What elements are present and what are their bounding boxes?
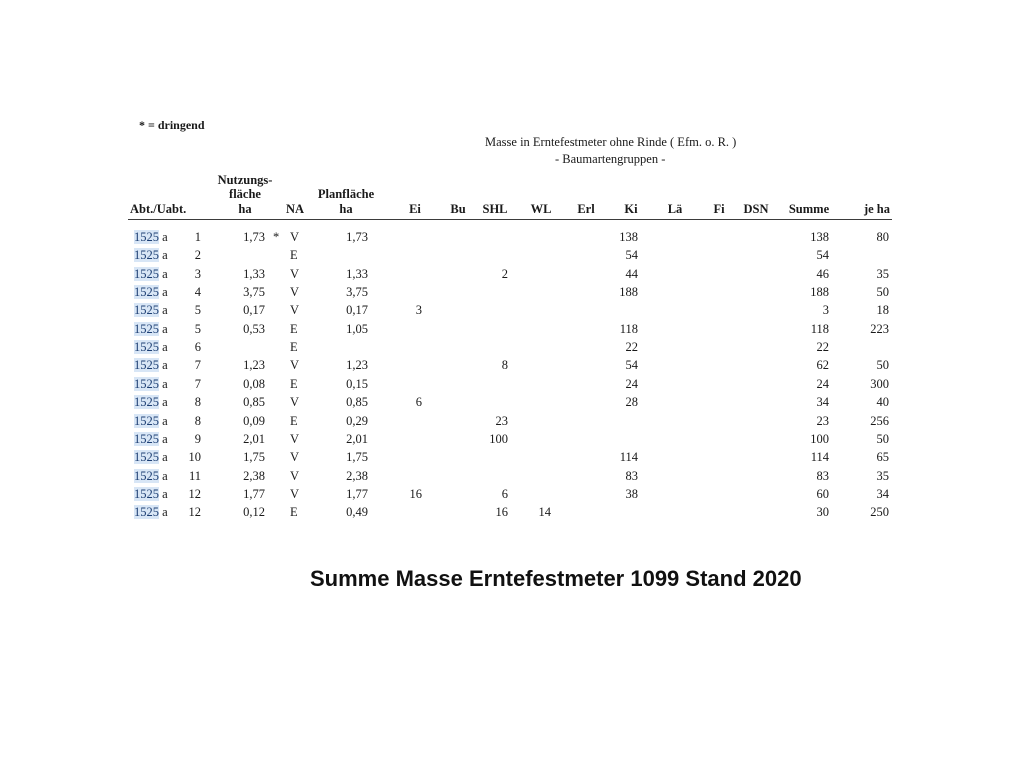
cell-abt: [134, 449, 168, 465]
table-row: [0, 486, 1024, 502]
cell-abt-sub: a: [162, 266, 168, 281]
table-row: [0, 339, 1024, 355]
cell-summe: 3: [822, 303, 829, 318]
cell-abt-sub: a: [162, 358, 168, 373]
legend-note: * = dringend: [139, 118, 205, 132]
cell-summe: 23: [816, 413, 829, 428]
cell-summe: 24: [816, 376, 829, 391]
cell-jeha: 35: [876, 468, 889, 483]
cell-abt-number: 1525: [134, 468, 159, 483]
cell-abt: [134, 302, 168, 318]
cell-abt-sub: a: [162, 248, 168, 263]
cell-nr: 8: [194, 395, 201, 410]
header-la: Lä: [667, 202, 683, 216]
cell-abt-number: 1525: [134, 505, 159, 520]
cell-plan: 1,73: [346, 230, 368, 244]
cell-jeha: 300: [870, 376, 889, 391]
header-nutz-line3: ha: [238, 202, 252, 216]
cell-nutz: 1,23: [243, 358, 265, 373]
cell-na: E: [290, 413, 298, 428]
cell-ei: 6: [415, 395, 422, 410]
table-row: [0, 357, 1024, 373]
cell-abt-number: 1525: [134, 321, 159, 336]
cell-shl: 8: [501, 358, 508, 373]
cell-abt-number: 1525: [134, 230, 159, 244]
table-row: [0, 284, 1024, 300]
cell-shl: 2: [501, 266, 508, 281]
cell-na: E: [290, 340, 298, 355]
cell-jeha: 256: [870, 413, 889, 428]
cell-plan: 1,33: [346, 266, 368, 281]
cell-nutz: 1,73: [243, 230, 265, 244]
cell-na: E: [290, 376, 298, 391]
header-plan-line1: Planfläche: [317, 187, 375, 201]
cell-jeha: 18: [876, 303, 889, 318]
cell-summe: 138: [810, 230, 829, 244]
cell-ki: 83: [625, 468, 638, 483]
cell-na: E: [290, 248, 298, 263]
cell-abt: [134, 339, 168, 355]
cell-abt-sub: a: [162, 468, 168, 483]
cell-nr: 5: [194, 303, 201, 318]
cell-nr: 3: [194, 266, 201, 281]
cell-nutz: 0,53: [243, 321, 265, 336]
cell-ki: 138: [619, 230, 638, 244]
cell-ki: 28: [625, 395, 638, 410]
cell-abt-number: 1525: [134, 248, 159, 263]
cell-summe: 34: [816, 395, 829, 410]
cell-plan: 2,01: [346, 431, 368, 446]
cell-abt-number: 1525: [134, 413, 159, 428]
cell-na: V: [290, 285, 300, 300]
cell-abt-sub: a: [162, 505, 168, 520]
cell-shl: 6: [501, 486, 508, 501]
header-wl: WL: [530, 202, 552, 216]
cell-nr: 12: [188, 505, 201, 520]
cell-ki: 44: [625, 266, 638, 281]
cell-na: V: [290, 303, 300, 318]
cell-na: V: [290, 266, 300, 281]
header-ei: Ei: [409, 202, 421, 216]
cell-abt: [134, 376, 168, 392]
cell-nutz: 1,33: [243, 266, 265, 281]
header-nutz-line2: fläche: [229, 187, 261, 201]
cell-ki: 54: [625, 248, 638, 263]
cell-abt: [134, 266, 168, 282]
cell-jeha: 34: [876, 486, 889, 501]
cell-jeha: 40: [876, 395, 889, 410]
cell-summe: 118: [810, 321, 829, 336]
table-row: [0, 229, 1024, 245]
table-row: [0, 302, 1024, 318]
cell-shl: 16: [495, 505, 508, 520]
cell-shl: 100: [489, 431, 508, 446]
cell-summe: 22: [816, 340, 829, 355]
cell-plan: 0,85: [346, 395, 368, 410]
cell-jeha: 65: [876, 450, 889, 465]
cell-na: V: [290, 486, 300, 501]
cell-jeha: 250: [870, 505, 889, 520]
cell-nr: 2: [194, 248, 201, 263]
mass-title: Masse in Erntefestmeter ohne Rinde ( Efm. o. R. ): [485, 135, 737, 149]
cell-jeha: 50: [876, 431, 889, 446]
table-row: [0, 321, 1024, 337]
table-row: [0, 468, 1024, 484]
cell-na: E: [290, 505, 298, 520]
table-row: [0, 449, 1024, 465]
cell-ei: 16: [409, 486, 422, 501]
cell-ki: 22: [625, 340, 638, 355]
cell-na: V: [290, 450, 300, 465]
cell-abt-sub: a: [162, 376, 168, 391]
cell-summe: 114: [810, 450, 829, 465]
cell-plan: 1,05: [346, 321, 368, 336]
cell-abt-number: 1525: [134, 376, 159, 391]
cell-ei: 3: [415, 303, 422, 318]
header-erl: Erl: [577, 202, 595, 216]
cell-nr: 6: [194, 340, 201, 355]
cell-abt-number: 1525: [134, 450, 159, 465]
header-abt: Abt./Uabt.: [130, 202, 187, 216]
cell-plan: 0,15: [346, 376, 368, 391]
cell-na: V: [290, 358, 300, 373]
cell-abt-sub: a: [162, 285, 168, 300]
cell-na: V: [290, 230, 300, 244]
cell-ki: 188: [619, 285, 638, 300]
header-rule: [128, 219, 892, 220]
cell-abt: [134, 486, 168, 502]
header-ki: Ki: [624, 202, 638, 216]
cell-nr: 5: [194, 321, 201, 336]
header-je-ha: je ha: [863, 202, 891, 216]
cell-ki: 24: [625, 376, 638, 391]
cell-nutz: 2,38: [243, 468, 265, 483]
cell-abt: [134, 431, 168, 447]
cell-summe: 188: [810, 285, 829, 300]
cell-abt-sub: a: [162, 303, 168, 318]
cell-jeha: 50: [876, 358, 889, 373]
header-dsn: DSN: [743, 202, 769, 216]
cell-abt-number: 1525: [134, 340, 159, 355]
cell-abt: [134, 504, 168, 520]
cell-abt-sub: a: [162, 413, 168, 428]
cell-abt-number: 1525: [134, 395, 159, 410]
cell-abt-sub: a: [162, 450, 168, 465]
table-row: [0, 394, 1024, 410]
cell-nutz: 1,77: [243, 486, 265, 501]
cell-summe: 30: [816, 505, 829, 520]
cell-na: V: [290, 468, 300, 483]
cell-na: V: [290, 431, 300, 446]
cell-summe: 100: [810, 431, 829, 446]
cell-nr: 7: [194, 358, 201, 373]
cell-nr: 9: [194, 431, 201, 446]
cell-nutz: 0,85: [243, 395, 265, 410]
table-row: [0, 431, 1024, 447]
cell-na: E: [290, 321, 298, 336]
cell-abt-sub: a: [162, 395, 168, 410]
cell-abt-sub: a: [162, 340, 168, 355]
cell-plan: 0,17: [346, 303, 368, 318]
cell-abt: [134, 247, 168, 263]
cell-abt-number: 1525: [134, 431, 159, 446]
cell-plan: 2,38: [346, 468, 368, 483]
table-row: [0, 247, 1024, 263]
cell-abt-number: 1525: [134, 266, 159, 281]
cell-abt-number: 1525: [134, 303, 159, 318]
cell-summe: 60: [816, 486, 829, 501]
cell-abt: [134, 357, 168, 373]
cell-summe: 54: [816, 248, 829, 263]
cell-plan: 1,77: [346, 486, 368, 501]
cell-ki: 114: [619, 450, 638, 465]
cell-nutz: 0,17: [243, 303, 265, 318]
cell-wl: 14: [538, 505, 551, 520]
cell-abt-sub: a: [162, 230, 168, 244]
cell-abt: [134, 229, 168, 245]
cell-jeha: 80: [876, 230, 889, 244]
cell-plan: 0,49: [346, 505, 368, 520]
cell-abt: [134, 468, 168, 484]
cell-abt-number: 1525: [134, 486, 159, 501]
header-nutz-line1: Nutzungs-: [217, 173, 273, 187]
cell-nr: 8: [194, 413, 201, 428]
cell-nr: 4: [194, 285, 201, 300]
cell-nutz: 0,08: [243, 376, 265, 391]
cell-ki: 38: [625, 486, 638, 501]
cell-plan: 1,75: [346, 450, 368, 465]
table-row: [0, 376, 1024, 392]
summary-text: Summe Masse Erntefestmeter 1099 Stand 2020: [310, 566, 802, 591]
cell-mark: *: [273, 230, 280, 244]
cell-plan: 3,75: [346, 285, 368, 300]
header-summe: Summe: [788, 202, 830, 216]
cell-nr: 12: [188, 486, 201, 501]
header-plan-line2: ha: [339, 202, 353, 216]
cell-abt: [134, 394, 168, 410]
cell-ki: 54: [625, 358, 638, 373]
cell-jeha: 223: [870, 321, 889, 336]
cell-abt-sub: a: [162, 431, 168, 446]
cell-plan: 1,23: [346, 358, 368, 373]
header-shl: SHL: [482, 202, 508, 216]
cell-nr: 11: [188, 468, 201, 483]
cell-nr: 7: [194, 376, 201, 391]
cell-nutz: 2,01: [243, 431, 265, 446]
table-row: [0, 504, 1024, 520]
header-na: NA: [285, 202, 305, 216]
cell-abt: [134, 284, 168, 300]
cell-summe: 62: [816, 358, 829, 373]
cell-nr: 1: [194, 230, 201, 244]
cell-jeha: 35: [876, 266, 889, 281]
header-bu: Bu: [450, 202, 466, 216]
table-row: [0, 266, 1024, 282]
cell-na: V: [290, 395, 300, 410]
cell-abt-number: 1525: [134, 285, 159, 300]
cell-abt: [134, 413, 168, 429]
cell-jeha: 50: [876, 285, 889, 300]
cell-nr: 10: [188, 450, 201, 465]
table-row: [0, 413, 1024, 429]
cell-shl: 23: [495, 413, 508, 428]
cell-nutz: 0,09: [243, 413, 265, 428]
header-fi: Fi: [713, 202, 725, 216]
cell-abt: [134, 321, 168, 337]
cell-abt-sub: a: [162, 486, 168, 501]
cell-abt-number: 1525: [134, 358, 159, 373]
cell-nutz: 3,75: [243, 285, 265, 300]
cell-summe: 83: [816, 468, 829, 483]
cell-summe: 46: [816, 266, 829, 281]
cell-ki: 118: [619, 321, 638, 336]
cell-plan: 0,29: [346, 413, 368, 428]
cell-abt-sub: a: [162, 321, 168, 336]
cell-nutz: 0,12: [243, 505, 265, 520]
cell-nutz: 1,75: [243, 450, 265, 465]
group-title: - Baumartengruppen -: [555, 152, 666, 166]
